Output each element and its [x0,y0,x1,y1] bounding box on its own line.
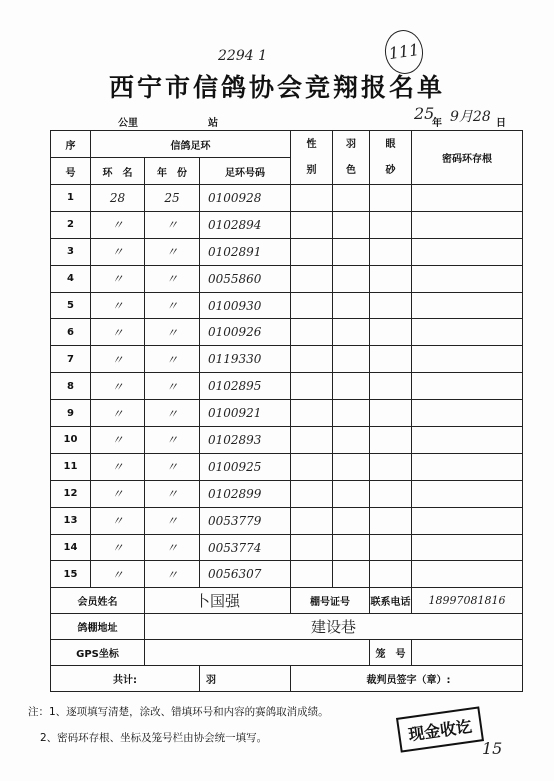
top-handwritten-note: 2294 1 [218,48,267,64]
ring-number: 0102899 [200,480,291,507]
feather-cell [333,211,370,238]
feather-cell [333,238,370,265]
feather-cell [333,292,370,319]
page-number: 15 [482,739,503,758]
feather-cell [333,400,370,427]
eye-cell [370,480,412,507]
ring-name: 〃 [91,319,145,346]
sex-cell [291,319,333,346]
eye-cell [370,185,412,212]
sex-cell [291,534,333,561]
row-number: 13 [51,507,91,534]
row-number: 12 [51,480,91,507]
secret-ring-cell [412,480,523,507]
row-number: 8 [51,373,91,400]
ring-name: 〃 [91,400,145,427]
eye-cell [370,427,412,454]
ring-year: 〃 [145,427,200,454]
table-row [51,480,523,507]
header-sex [291,131,333,185]
feather-cell [333,561,370,588]
secret-ring-cell [412,265,523,292]
table-row [51,453,523,480]
eye-cell [370,400,412,427]
member-name-value: 卜国强 [145,588,291,614]
sex-cell [291,400,333,427]
row-number: 4 [51,265,91,292]
ring-name: 〃 [91,211,145,238]
year-label: 年 [432,118,442,129]
ring-year: 〃 [145,561,200,588]
address-value: 建设巷 [145,614,523,640]
note-1: 注：1、逐项填写清楚，涂改、错填环号和内容的赛鸽取消成绩。 [28,706,329,718]
row-number: 14 [51,534,91,561]
row-number: 15 [51,561,91,588]
feather-cell [333,534,370,561]
ring-number: 0053774 [200,534,291,561]
station-label: 站 [208,118,218,129]
note-2: 2、密码环存根、坐标及笼号栏由协会统一填写。 [40,732,268,744]
row-number: 3 [51,238,91,265]
sex-cell [291,346,333,373]
ring-year: 〃 [145,265,200,292]
distance-label: 公里 [118,118,138,129]
ring-year: 〃 [145,373,200,400]
table-row [51,427,523,454]
ring-name: 〃 [91,265,145,292]
ring-name: 〃 [91,373,145,400]
header-ring-no: 足环号码 [200,158,291,185]
header-sex-top: 性 [306,138,317,150]
sex-cell [291,427,333,454]
header-year: 年 份 [145,158,200,185]
form-title: 西宁市信鸽协会竞翔报名单 [108,73,445,102]
member-name-label: 会员姓名 [51,588,145,614]
cash-received-stamp: 现金收讫 [396,706,484,752]
ring-name: 〃 [91,346,145,373]
secret-ring-cell [412,346,523,373]
phone-value: 18997081816 [412,588,523,614]
secret-ring-cell [412,453,523,480]
ring-name: 〃 [91,238,145,265]
row-number: 5 [51,292,91,319]
secret-ring-cell [412,561,523,588]
eye-cell [370,211,412,238]
referee-signature-label: 裁判员签字（章）: [291,666,523,692]
sex-cell [291,265,333,292]
ring-year: 〃 [145,507,200,534]
circled-number: 111 [382,28,426,77]
entry-table [50,130,523,692]
row-number: 7 [51,346,91,373]
gps-label: GPS坐标 [51,640,145,666]
row-number: 2 [51,211,91,238]
sex-cell [291,507,333,534]
header-secret-ring: 密码环存根 [412,131,523,185]
ring-name: 〃 [91,480,145,507]
eye-cell [370,319,412,346]
eye-cell [370,265,412,292]
secret-ring-cell [412,292,523,319]
feather-cell [333,185,370,212]
ring-name: 〃 [91,507,145,534]
date-month-day-handwritten: 9月28 [450,109,491,125]
secret-ring-cell [412,185,523,212]
date-year-handwritten: 25 [414,104,435,123]
row-number: 10 [51,427,91,454]
feather-cell [333,427,370,454]
table-row [51,292,523,319]
header-ring-name: 环 名 [91,158,145,185]
address-label: 鸽棚地址 [51,614,145,640]
row-number: 11 [51,453,91,480]
eye-cell [370,292,412,319]
ring-number: 0119330 [200,346,291,373]
sex-cell [291,373,333,400]
ring-number: 0102895 [200,373,291,400]
ring-number: 0100925 [200,453,291,480]
ring-year: 〃 [145,211,200,238]
secret-ring-cell [412,238,523,265]
notes [28,699,329,751]
secret-ring-cell [412,507,523,534]
ring-name: 〃 [91,561,145,588]
eye-cell [370,238,412,265]
row-number: 9 [51,400,91,427]
table-row [51,346,523,373]
sex-cell [291,185,333,212]
eye-cell [370,561,412,588]
header-feather [333,131,370,185]
table-row [51,211,523,238]
sex-cell [291,292,333,319]
table-row [51,238,523,265]
ring-number: 0100926 [200,319,291,346]
secret-ring-cell [412,373,523,400]
table-row [51,400,523,427]
feather-cell [333,453,370,480]
ring-name: 〃 [91,427,145,454]
sex-cell [291,453,333,480]
header-eye [370,131,412,185]
ring-year: 〃 [145,238,200,265]
sex-cell [291,211,333,238]
table-row [51,561,523,588]
table-row [51,265,523,292]
feather-unit-label: 羽 [200,666,291,692]
ring-year: 〃 [145,453,200,480]
ring-year: 〃 [145,400,200,427]
feather-cell [333,319,370,346]
table-row [51,319,523,346]
ring-name: 〃 [91,453,145,480]
total-label: 共计: [51,666,200,692]
eye-cell [370,507,412,534]
ring-number: 0100930 [200,292,291,319]
row-number: 6 [51,319,91,346]
header-seq-bottom: 号 [51,158,91,185]
ring-year: 〃 [145,292,200,319]
header-feather-bottom: 色 [346,164,357,176]
table-row [51,185,523,212]
secret-ring-cell [412,211,523,238]
sex-cell [291,561,333,588]
loft-number-label: 棚号证号 [291,588,370,614]
ring-number: 0102894 [200,211,291,238]
secret-ring-cell [412,427,523,454]
phone-label: 联系电话 [370,588,412,614]
secret-ring-cell [412,400,523,427]
feather-cell [333,507,370,534]
eye-cell [370,373,412,400]
clock-value [412,640,523,666]
header-ring-group: 信鸽足环 [91,131,291,158]
ring-name: 28 [91,185,145,212]
day-label: 日 [496,118,506,129]
secret-ring-cell [412,319,523,346]
header-feather-top: 羽 [346,138,357,150]
sex-cell [291,480,333,507]
feather-cell [333,346,370,373]
sex-cell [291,238,333,265]
table-row [51,534,523,561]
eye-cell [370,346,412,373]
ring-year: 〃 [145,534,200,561]
ring-number: 0055860 [200,265,291,292]
header-eye-top: 眼 [385,138,396,150]
eye-cell [370,534,412,561]
feather-cell [333,265,370,292]
ring-number: 0056307 [200,561,291,588]
gps-value [145,640,370,666]
table-row [51,507,523,534]
ring-name: 〃 [91,292,145,319]
ring-number: 0102893 [200,427,291,454]
ring-year: 25 [145,185,200,212]
clock-label: 笼 号 [370,640,412,666]
ring-number: 0053779 [200,507,291,534]
ring-number: 0100928 [200,185,291,212]
row-number: 1 [51,185,91,212]
header-seq-top: 序 [51,131,91,158]
header-sex-bottom: 别 [306,164,317,176]
feather-cell [333,373,370,400]
ring-year: 〃 [145,319,200,346]
header-eye-bottom: 砂 [385,164,396,176]
ring-number: 0102891 [200,238,291,265]
ring-year: 〃 [145,480,200,507]
table-row [51,373,523,400]
ring-number: 0100921 [200,400,291,427]
ring-year: 〃 [145,346,200,373]
ring-name: 〃 [91,534,145,561]
feather-cell [333,480,370,507]
secret-ring-cell [412,534,523,561]
eye-cell [370,453,412,480]
